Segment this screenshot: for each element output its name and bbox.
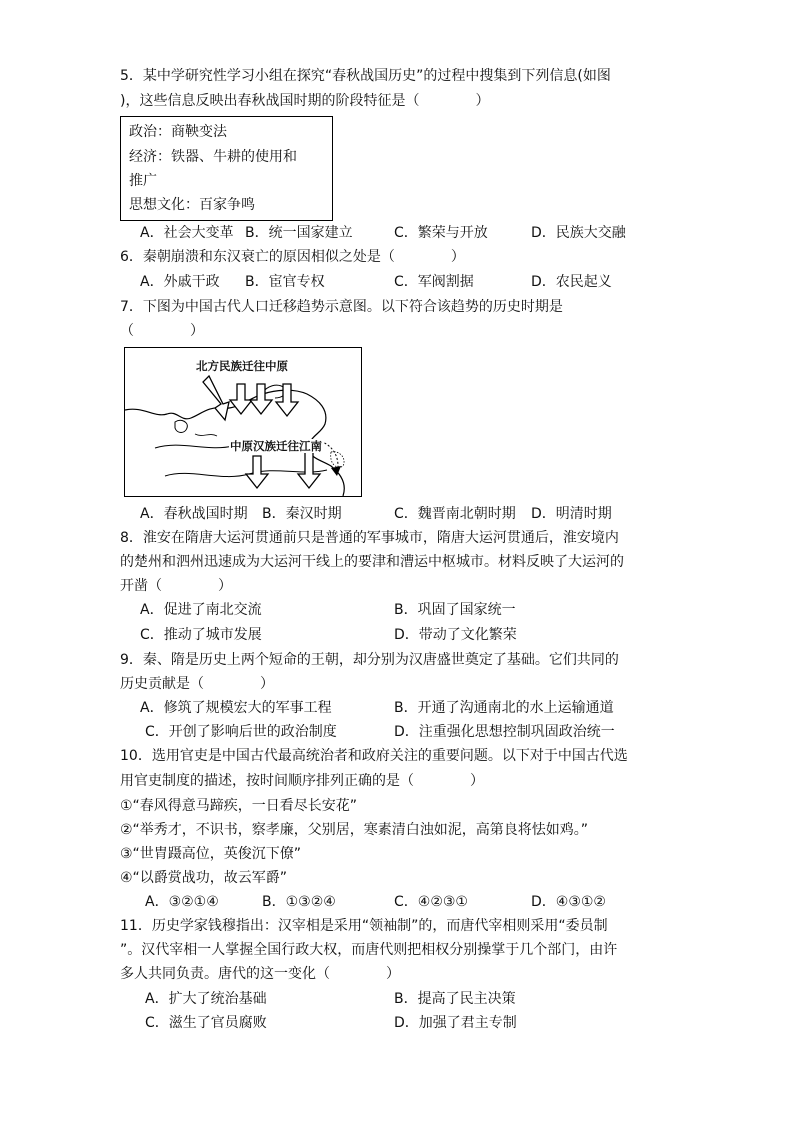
q9-option-d[interactable]: D．注重强化思想控制巩固政治统一 (394, 724, 615, 740)
q8-option-d[interactable]: D．带动了文化繁荣 (394, 627, 517, 643)
q11-stem-line2: ”。汉代宰相一人掌握全国行政大权，而唐代则把相权分别操掌于几个部门，由许 (120, 942, 618, 958)
q5-info-economy-cont: 推广 (129, 173, 157, 189)
q6-stem: 6．秦朝崩溃和东汉衰亡的原因相似之处是（ ） (120, 249, 465, 265)
q10-option-b[interactable]: B．①③②④ (262, 894, 336, 910)
q9-stem-line2: 历史贡献是（ ） (120, 676, 274, 692)
q7-option-b[interactable]: B．秦汉时期 (262, 506, 342, 522)
q9-option-a[interactable]: A．修筑了规模宏大的军事工程 (140, 700, 332, 716)
q6-option-d[interactable]: D．农民起义 (531, 274, 612, 290)
q5-stem-line1: 5．某中学研究性学习小组在探究“春秋战国历史”的过程中搜集到下列信息(如图 (120, 68, 611, 84)
q8-option-c[interactable]: C．推动了城市发展 (140, 627, 262, 643)
q10-stem-line1: 10．选用官吏是中国古代最高统治者和政府关注的重要问题。以下对于中国古代选 (120, 748, 628, 764)
population-migration-map (124, 347, 362, 497)
q9-option-c[interactable]: C．开创了影响后世的政治制度 (145, 724, 337, 740)
q5-info-box (120, 116, 333, 221)
q9-stem-line1: 9．秦、隋是历史上两个短命的王朝，却分别为汉唐盛世奠定了基础。它们共同的 (120, 652, 619, 668)
q5-info-economy: 经济：铁器、牛耕的使用和 (129, 149, 297, 165)
q10-item-1: ①“春风得意马蹄疾，一日看尽长安花” (120, 798, 358, 814)
q5-option-d[interactable]: D．民族大交融 (531, 225, 626, 241)
q7-stem-line1: 7．下图为中国古代人口迁移趋势示意图。以下符合该趋势的历史时期是 (120, 299, 563, 315)
q10-item-3: ③“世胄蹑高位，英俊沉下僚” (120, 846, 302, 862)
q7-option-d[interactable]: D．明清时期 (531, 506, 612, 522)
q6-option-c[interactable]: C．军阀割据 (394, 274, 474, 290)
q11-stem-line1: 11．历史学家钱穆指出：汉宰相是采用“领袖制”的，而唐代宰相则采用“委员制 (120, 918, 608, 934)
map-label-north: 北方民族迁往中原 (196, 359, 288, 373)
q8-option-a[interactable]: A．促进了南北交流 (140, 602, 262, 618)
q8-stem-line3: 开凿（ ） (120, 578, 232, 594)
q7-stem-line2: （ ） (120, 323, 204, 339)
q10-item-2: ②“举秀才，不识书，察孝廉，父别居，寒素清白浊如泥，高第良将怯如鸡。” (120, 822, 589, 838)
q8-stem-line1: 8．淮安在隋唐大运河贯通前只是普通的军事城市，隋唐大运河贯通后，淮安境内 (120, 530, 619, 546)
q7-option-a[interactable]: A．春秋战国时期 (140, 506, 248, 522)
q5-option-a[interactable]: A．社会大变革 (140, 225, 234, 241)
q8-stem-line2: 的楚州和泗州迅速成为大运河干线上的要津和漕运中枢城市。材料反映了大运河的 (120, 554, 624, 570)
q11-option-d[interactable]: D．加强了君主专制 (394, 1015, 517, 1031)
q10-item-4: ④“以爵赏战功，故云军爵” (120, 870, 288, 886)
q5-info-politics: 政治：商鞅变法 (129, 124, 227, 140)
q5-option-c[interactable]: C．繁荣与开放 (394, 225, 488, 241)
q9-option-b[interactable]: B．开通了沟通南北的水上运输通道 (394, 700, 614, 716)
q6-option-b[interactable]: B．宦官专权 (245, 274, 325, 290)
q7-option-c[interactable]: C．魏晋南北朝时期 (394, 506, 516, 522)
q10-stem-line2: 用官吏制度的描述，按时间顺序排列正确的是（ ） (120, 773, 484, 789)
q10-option-d[interactable]: D．④③①② (531, 894, 606, 910)
q5-option-b[interactable]: B．统一国家建立 (245, 225, 353, 241)
q5-info-culture: 思想文化：百家争鸣 (129, 197, 255, 213)
q11-option-b[interactable]: B．提高了民主决策 (394, 991, 516, 1007)
map-label-south: 中原汉族迁往江南 (230, 439, 322, 453)
q5-stem-line2: )，这些信息反映出春秋战国时期的阶段特征是（ ） (120, 93, 490, 109)
q11-option-a[interactable]: A．扩大了统治基础 (145, 991, 267, 1007)
q11-option-c[interactable]: C．滋生了官员腐败 (145, 1015, 267, 1031)
q10-option-c[interactable]: C．④②③① (394, 894, 468, 910)
q6-option-a[interactable]: A．外戚干政 (140, 274, 220, 290)
q11-stem-line3: 多人共同负责。唐代的这一变化（ ） (120, 966, 400, 982)
q10-option-a[interactable]: A．③②①④ (145, 894, 219, 910)
q8-option-b[interactable]: B．巩固了国家统一 (394, 602, 516, 618)
